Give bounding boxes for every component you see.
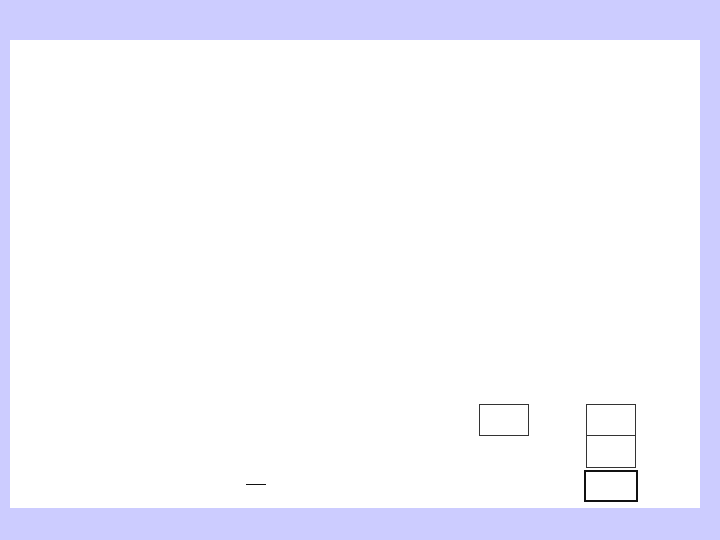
lk-sum-box <box>586 404 636 436</box>
block-sum-box <box>584 470 638 502</box>
formula <box>212 458 302 508</box>
fraction-bar <box>246 484 266 485</box>
gesamtsumme-box <box>586 436 636 468</box>
admission-document <box>10 40 700 508</box>
gk-sum-box <box>479 404 529 436</box>
